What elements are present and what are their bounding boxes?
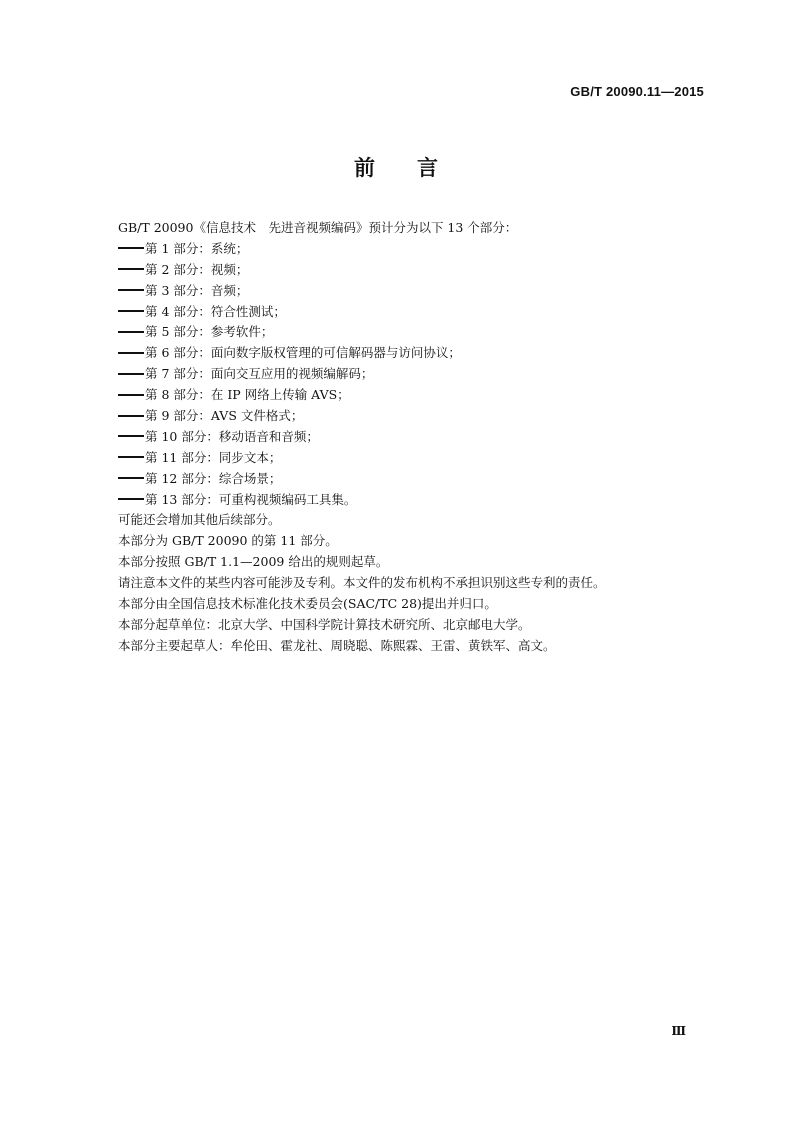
em-dash-mark (118, 394, 144, 396)
paragraph: 本部分按照 GB/T 1.1—2009 给出的规则起草。 (118, 554, 389, 570)
em-dash-mark (118, 310, 144, 312)
em-dash-mark (118, 498, 144, 500)
em-dash-mark (118, 415, 144, 417)
page-title-char-1: 前 (354, 156, 377, 180)
list-item (118, 322, 718, 343)
part-label: 第 8 部分：在 IP 网络上传输 AVS； (145, 387, 350, 403)
part-label: 第 11 部分：同步文本； (145, 449, 282, 465)
foreword-body (118, 218, 718, 657)
em-dash-mark (118, 435, 144, 437)
em-dash-mark (118, 477, 144, 479)
drafting-units: 本部分起草单位：北京大学、中国科学院计算技术研究所、北京邮电大学。 (118, 616, 531, 632)
em-dash-mark (118, 456, 144, 458)
paragraph: 本部分由全国信息技术标准化技术委员会(SAC/TC 28)提出并归口。 (118, 596, 497, 612)
list-item (118, 448, 718, 469)
em-dash-mark (118, 331, 144, 333)
em-dash-mark (118, 268, 144, 270)
page-title (0, 152, 794, 182)
part-label: 第 9 部分：AVS 文件格式； (145, 408, 304, 424)
part-label: 第 5 部分：参考软件； (145, 324, 274, 340)
em-dash-mark (118, 373, 144, 375)
list-item (118, 343, 718, 364)
part-label: 第 12 部分：综合场景； (145, 470, 282, 486)
page-number: Ⅲ (671, 1024, 686, 1038)
part-label: 第 13 部分：可重构视频编码工具集。 (145, 491, 357, 507)
list-item (118, 406, 718, 427)
list-item (118, 427, 718, 448)
list-item (118, 281, 718, 302)
part-label: 第 3 部分：音频； (145, 282, 249, 298)
part-label: 第 7 部分：面向交互应用的视频编解码； (145, 366, 374, 382)
part-label: 第 10 部分：移动语音和音频； (145, 428, 319, 444)
part-label: 第 1 部分：系统； (145, 240, 249, 256)
em-dash-mark (118, 289, 144, 291)
list-item (118, 239, 718, 260)
page-title-char-2: 言 (417, 156, 440, 180)
drafters: 本部分主要起草人：牟伦田、霍龙社、周晓聪、陈熙霖、王雷、黄铁军、高文。 (118, 637, 556, 653)
list-item (118, 385, 718, 406)
list-item (118, 260, 718, 281)
em-dash-mark (118, 352, 144, 354)
standard-code: GB/T 20090.11—2015 (570, 84, 704, 99)
paragraph: 可能还会增加其他后续部分。 (118, 512, 281, 528)
intro-line: GB/T 20090《信息技术 先进音视频编码》预计分为以下 13 个部分： (118, 220, 518, 235)
part-label: 第 6 部分：面向数字版权管理的可信解码器与访问协议； (145, 345, 461, 361)
part-label: 第 2 部分：视频； (145, 261, 249, 277)
list-item (118, 302, 718, 323)
paragraph: 本部分为 GB/T 20090 的第 11 部分。 (118, 533, 338, 549)
list-item (118, 364, 718, 385)
part-label: 第 4 部分：符合性测试； (145, 303, 286, 319)
list-item (118, 490, 718, 511)
list-item (118, 469, 718, 490)
em-dash-mark (118, 247, 144, 249)
patent-notice: 请注意本文件的某些内容可能涉及专利。本文件的发布机构不承担识别这些专利的责任。 (118, 575, 606, 591)
